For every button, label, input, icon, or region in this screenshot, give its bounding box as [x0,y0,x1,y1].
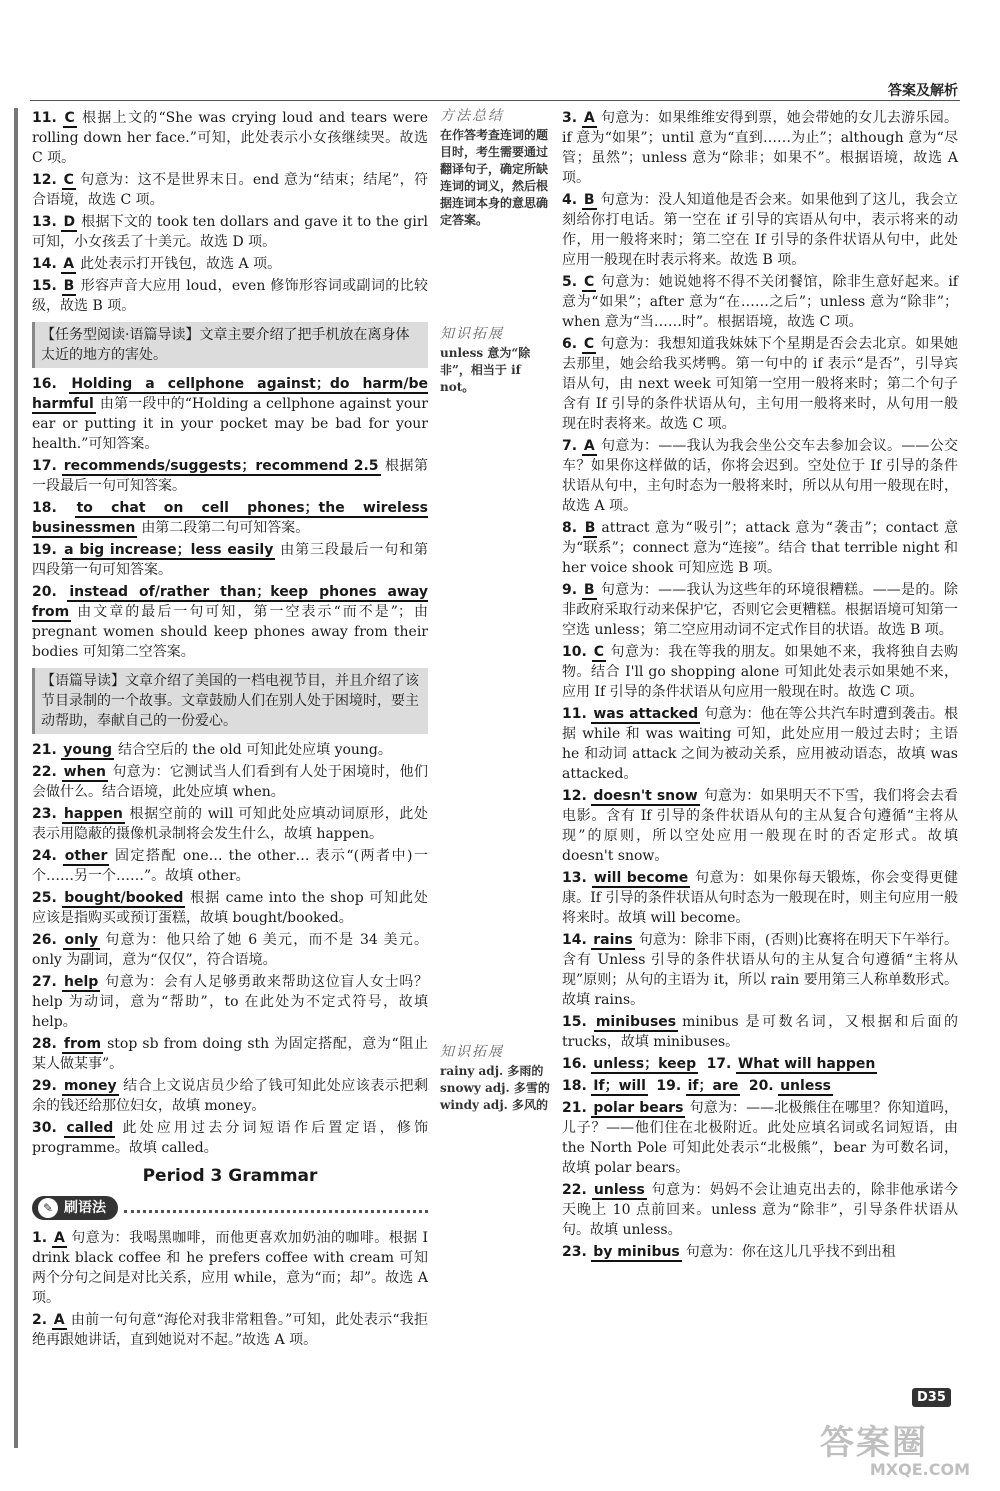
answer-item [562,1012,958,1052]
item-explanation: 句意为：没人知道他是否会来。如果他到了这儿，我会立刻给你打电话。第一空在 if 引导的宾语从句中，表示将来的动作，用一般将来时；第二空在 If 引导的条件状语从句中，此处应用一般现在时表示将来。故选 B 项。 [562,192,959,268]
item-number: 19. [32,542,57,558]
note-method-summary [440,108,552,229]
item-answer: when [63,764,107,780]
item-answer: A [63,256,75,272]
item-answer: C [584,274,595,290]
item-answer: Holding a cellphone against；do harm/be harmful [32,376,429,412]
answer-item [32,740,428,760]
answer-line-18-20: 18. If；will 19. if；are 20. unless [562,1078,831,1094]
watermark-text: 答案圈 [820,1423,928,1463]
item-number: 23. [562,1244,587,1260]
answer-item [562,518,958,578]
item-number: 13. [562,870,587,886]
answer-item [32,1076,428,1116]
answer-item [32,1034,428,1074]
section-passage-guide: 【语篇导读】文章介绍了美国的一档电视节目，并且介绍了该节目录制的一个故事。文章鼓励人们在别人处于困境时，要主动帮助，奉献自己的一份爱心。 [32,668,428,734]
item-explanation: 句意为：她说她将不得不关闭餐馆，除非生意好起来。if 意为“如果”；after 意为“在……之后”；unless 意为“除非”；when 意为“当……时”。根据语境，故选 C 项。 [562,274,958,330]
answer-item [32,108,428,168]
note-title: 方法总结 [440,108,504,124]
answer-item [562,704,958,784]
item-number: 21. [562,1100,587,1116]
answer-line-16-17: 16. unless；keep 17. What will happen [562,1056,876,1072]
item-answer: by minibus [593,1244,680,1260]
item-number: 30. [32,1120,57,1136]
item-number: 3. [562,110,578,126]
answer-item [562,1242,958,1262]
item-answer: bought/booked [64,890,184,906]
item-answer: C [64,110,75,126]
answer-item [32,1118,428,1158]
item-explanation: 根据下文的 took ten dollars and gave it to the girl 可知，小女孩丢了十美元。故选 D 项。 [32,214,429,250]
answer-item [562,190,958,270]
dotted-divider [124,1204,428,1213]
item-number: 29. [32,1078,57,1094]
item-explanation: 句意为：会有人足够勇敢来帮助这位盲人女士吗？help 为动词，意为“帮助”，to 在此处为不定式符号，故填 help。 [32,974,429,1030]
answer-item [562,272,958,332]
item-number: 15. [562,1014,587,1030]
watermark-logo [820,1425,970,1483]
item-number: 16. [32,376,57,392]
item-answer: polar bears [593,1100,684,1116]
note-body: 在作答考查连词的题目时，考生需要通过翻译句子，确定所缺连词的词义，然后根据连词本身的意思确定答案。 [440,128,549,227]
item-answer: money [63,1078,117,1094]
answer-item [562,580,958,640]
answer-item [562,786,958,866]
item-explanation: 句意为：它测试当人们看到有人处于困境时，他们会做什么。结合语境，此处应填 when。 [32,764,429,800]
page-header [0,0,1000,100]
answer-item [562,642,958,702]
item-number: 28. [32,1036,57,1052]
answer-list-d [32,1228,428,1350]
item-answer: to chat on cell phones；the wireless businessmen [32,500,428,536]
item-answer: from [63,1036,102,1052]
item-number: 9. [562,582,578,598]
note-body: unless 意为“除非”，相当于 if not。 [440,346,531,394]
item-explanation: 由第一段中的“Holding a cellphone against your ear or putting it in your pocket may be bad for your health.”可知答案。 [32,396,428,452]
answer-item [32,276,428,316]
answer-item [32,170,428,210]
item-number: 12. [562,788,587,804]
item-explanation: 句意为：如果你每天锻炼，你会变得更健康。If 引导的条件状语从句时态为一般现在时，则主句应用一般将来时。故填 will become。 [562,870,958,926]
period-title: Period 3 Grammar [142,1166,318,1186]
item-answer: will become [593,870,689,886]
item-number: 24. [32,848,57,864]
item-number: 4. [562,192,578,208]
item-number: 10. [562,644,587,660]
item-answer: only [64,932,99,948]
item-explanation: 固定搭配 one… the other… 表示“(两者中)一个……另一个……”。故填 other。 [32,848,428,884]
grammar-badge-row [32,1196,428,1220]
answer-item [562,1180,958,1240]
item-explanation: minibus 是可数名词，又根据和后面的 trucks，故填 minibuses。 [562,1014,958,1050]
item-explanation: 句意为：我喝黑咖啡，而他更喜欢加奶油的咖啡。根据 I drink black coffee 和 he prefers coffee with cream 可知两个分句之间是对比关系，应用 while，意为“而；却”。故选 A 项。 [32,1230,429,1306]
answer-item [562,334,958,434]
answer-item [32,374,428,454]
grammar-badge-label: 刷语法 [64,1200,106,1216]
item-explanation: 句意为：你在这儿几乎找不到出租 [685,1244,896,1260]
item-answer: C [593,644,605,660]
answer-list-b [32,374,428,662]
item-number: 15. [32,278,57,294]
item-number: 14. [32,256,57,272]
answer-item [562,1098,958,1178]
item-answer: B [63,278,75,294]
item-explanation: 句意为：除非下雨，(否则)比赛将在明天下午举行。含有 Unless 引导的条件状语从句的主从复合句遵循“主将从现”原则；从句的主语为 it，所以 rain 要用第三人称单数形式。故填 rains。 [562,932,958,1008]
item-number: 11. [562,706,587,722]
item-answer: recommends/suggests；recommend 2.5 [63,458,379,474]
answer-item [32,212,428,252]
item-answer: B [583,192,595,208]
item-number: 14. [562,932,587,948]
item-number: 17. [32,458,57,474]
item-answer: B [583,582,595,598]
answer-item [32,1228,428,1308]
item-explanation: 由文章的最后一句可知，第一空表示“而不是”；由 pregnant women should keep phones away from their bodies 可知第二空答案。 [32,604,428,660]
item-number: 7. [562,438,578,454]
answer-item [32,972,428,1032]
answer-item [32,456,428,496]
item-explanation: 形容声音大应用 loud，even 修饰形容词或副词的比较级，故选 B 项。 [32,278,429,314]
answer-list-c [32,740,428,1158]
item-number: 22. [32,764,57,780]
answer-item [32,540,428,580]
item-explanation: 根据第一段最后一句可知答案。 [32,458,429,494]
item-answer: happen [63,806,123,822]
answer-item [562,868,958,928]
item-number: 21. [32,742,57,758]
item-answer: A [53,1230,65,1246]
item-number: 12. [32,172,57,188]
note-knowledge-1 [440,326,552,396]
item-explanation: 此处表示打开钱包，故选 A 项。 [80,256,282,272]
answer-item [32,804,428,844]
answer-item [32,930,428,970]
answer-list-right [562,108,958,1052]
item-explanation: 句意为：——北极熊住在哪里？你知道吗，儿子？——他们住在北极附近。此处应填名词或名词短语，由 the North Pole 可知此处表示“北极熊”，bear 为可数名词，故填 polar bears。 [562,1100,958,1176]
item-answer: young [63,742,112,758]
item-number: 22. [562,1182,587,1198]
item-number: 18. [32,500,57,516]
answer-item [32,582,428,662]
item-explanation: 由前一句句意“海伦对我非常粗鲁。”可知，此处表示“我拒绝再跟她讲话，直到她说对不起。”故选 A 项。 [32,1312,428,1348]
section-reading-guide: 【任务型阅读·语篇导读】文章主要介绍了把手机放在离身体太近的地方的害处。 [32,322,428,368]
item-number: 6. [562,336,578,352]
note-body: rainy adj. 多雨的 snowy adj. 多雪的 windy adj. 多风的 [440,1064,550,1112]
answer-item [562,108,958,188]
grammar-badge [32,1196,118,1220]
item-explanation: 句意为：——我认为我会坐公交车去参加会议。——公交车？如果你这样做的话，你将会迟到。空处位于 If 引导的条件状语从句中，主句时态为一般将来时，所以从句用一般现在时，故选 A 项。 [562,438,959,514]
item-number: 5. [562,274,578,290]
item-answer: doesn't snow [593,788,698,804]
item-explanation: 句意为：他在等公共汽车时遭到袭击。根据 while 和 was waiting 可知，此处应用一般过去时；主语 he 和动词 attack 之间为被动关系，应用被动语态，故填 was attacked。 [562,706,959,782]
answer-list-a [32,108,428,316]
item-answer: A [583,110,595,126]
item-explanation: 根据 came into the shop 可知此处应该是指购买或预订蛋糕，故填 bought/booked。 [32,890,428,926]
item-explanation: 根据上文的“She was crying loud and tears were rolling down her face.”可知，此处表示小女孩继续哭。故选 C 项。 [32,110,428,166]
item-explanation: 句意为：这不是世界末日。end 意为“结束；结尾”，符合语境，故选 C 项。 [32,172,428,208]
item-number: 1. [32,1230,48,1246]
item-explanation: 句意为：如果维维安得到票，她会带她的女儿去游乐园。if 意为“如果”；until 意为“直到……为止”；although 意为“尽管；虽然”；unless 意为“除非；如果不”。根据语境，故选 A 项。 [562,110,959,186]
item-explanation: 句意为：他只给了她 6 美元，而不是 34 美元。only 为副词，意为“仅仅”，符合语境。 [32,932,428,968]
item-answer: C [583,336,595,352]
item-explanation: 结合上文说店员少给了钱可知此处应该表示把剩余的钱还给那位妇女，故填 money。 [32,1078,429,1114]
item-explanation: attract 意为“吸引”；attack 意为“袭击”；contact 意为“联系”；connect 意为“连接”。结合 that terrible night 和 her voice shook 可知应选 B 项。 [562,520,958,576]
answer-item [32,762,428,802]
right-column [562,108,958,1264]
item-explanation: stop sb from doing sth 为固定搭配，意为“阻止某人做某事”。 [32,1036,428,1072]
item-explanation: 由第三段最后一句和第四段第一句可知答案。 [32,542,429,578]
answer-item [562,930,958,1010]
item-answer: instead of/rather than；keep phones away from [32,584,428,620]
item-answer: a big increase；less easily [64,542,274,558]
item-explanation: 句意为：我想知道我妹妹下个星期是否会去北京。如果她去那里，她会给我买烤鸭。第一句中的 if 表示“是否”，引导宾语从句，由 next week 可知第一空用一般将来时；第二个句子含有 If 引导的条件状语从句，主句用一般将来时，从句用一般现在时表将来。故选 C 项。 [562,336,959,432]
item-number: 23. [32,806,57,822]
item-answer: rains [593,932,633,948]
item-answer: A [583,438,595,454]
item-explanation: 结合空后的 the old 可知此处应填 young。 [117,742,392,758]
answer-item [32,846,428,886]
item-explanation: 此处应用过去分词短语作后置定语，修饰 programme。故填 called。 [32,1120,429,1156]
item-answer: C [63,172,74,188]
item-explanation: 句意为：如果明天不下雪，我们将会去看电影。含有 If 引导的条件状语从句的主从复合句遵循“主将从现”的原则，所以空处应用一般现在时的否定形式。故填 doesn't snow。 [562,788,959,864]
item-answer: called [66,1120,114,1136]
item-answer: B [584,520,596,536]
item-number: 25. [32,890,57,906]
page-number: D35 [912,1388,951,1407]
item-number: 20. [32,584,57,600]
binding-edge [14,108,18,1448]
watermark-url: MXQE.COM [869,1460,970,1479]
answer-item [32,1310,428,1350]
item-number: 8. [562,520,578,536]
header-divider [30,100,960,101]
left-column [32,108,428,1352]
item-answer: help [63,974,99,990]
item-number: 13. [32,214,57,230]
item-explanation: 句意为：我在等我的朋友。如果她不来，我将独自去购物。结合 I'll go shopping alone 可知此处表示如果她不来，应用 If 引导的条件状语从句应用一般现在时。故选 C 项。 [562,644,959,700]
item-answer: unless [593,1182,645,1198]
item-answer: A [53,1312,65,1328]
answer-list-right-end [562,1098,958,1262]
item-answer: D [63,214,76,230]
item-explanation: 句意为：妈妈不会让迪克出去的，除非他承诺今天晚上 10 点前回来。unless 意为“除非”，引导条件状语从句。故填 unless。 [562,1182,959,1238]
pencil-icon: ✎ [38,1198,58,1218]
item-answer: other [64,848,108,864]
answer-item [32,254,428,274]
note-title: 知识拓展 [440,326,504,342]
item-number: 2. [32,1312,48,1328]
header-title: 答案及解析 [888,83,958,99]
item-explanation: 根据空前的 will 可知此处应填动词原形，此处表示用隐蔽的摄像机录制将会发生什么，故填 happen。 [32,806,428,842]
item-number: 26. [32,932,57,948]
answer-item [32,888,428,928]
item-number: 27. [32,974,57,990]
item-explanation: 由第二段第二句可知答案。 [141,520,310,536]
item-explanation: 句意为：——我认为这些年的环境很糟糕。——是的。除非政府采取行动来保护它，否则它会更糟糕。根据语境可知第一空选 unless；第二空应用动词不定式作目的状语。故选 B 项。 [562,582,959,638]
answer-item [562,436,958,516]
note-title: 知识拓展 [440,1044,504,1060]
note-knowledge-2 [440,1044,552,1114]
item-answer: minibuses [595,1014,677,1030]
item-number: 11. [32,110,57,126]
item-answer: was attacked [593,706,699,722]
answer-item [32,498,428,538]
